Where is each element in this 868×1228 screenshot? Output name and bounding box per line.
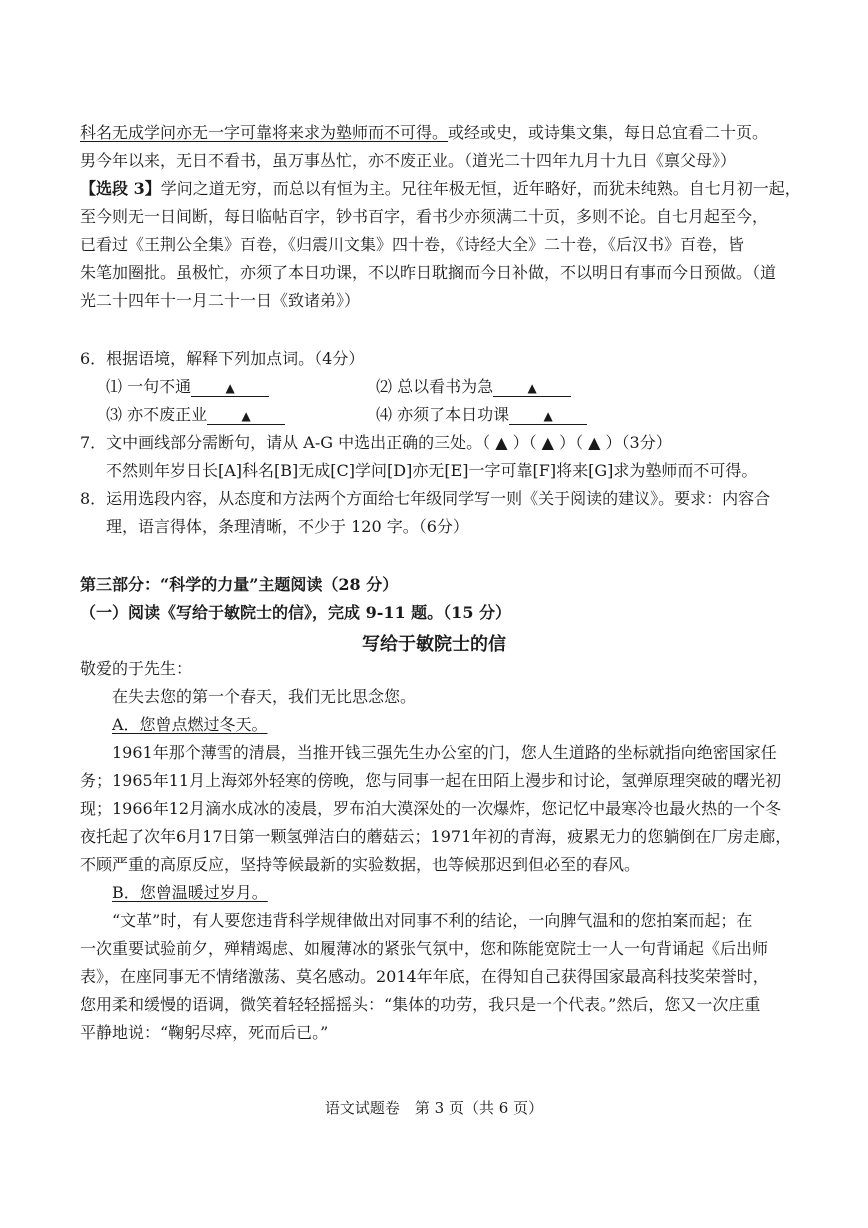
page-footer: 语文试题卷 第 3 页（共 6 页）: [324, 1099, 544, 1117]
answer-blank[interactable]: [509, 406, 587, 425]
text-segment: 或经或史，或诗集文集，每日总宜看二十页。: [448, 123, 769, 142]
section-b-text: B．您曾温暖过岁月。: [112, 883, 268, 902]
triangle-icon: ▲: [527, 381, 537, 395]
question-7: [80, 433, 672, 453]
text-line: 已看过《王荆公全集》百卷，《归震川文集》四十卷，《诗经大全》二十卷，《后汉书》百卷，皆: [80, 235, 745, 254]
section-a-text: A．您曾点燃过冬天。: [112, 715, 268, 734]
paragraph-1: 在失去您的第一个春天，我们无比思念您。: [112, 687, 417, 706]
text-line: 男今年以来，无日不看书，虽万事丛忙，亦不废正业。（道光二十四年九月十九日《禀父母》）: [80, 151, 737, 170]
answer-blank[interactable]: [191, 378, 269, 397]
section-a-heading: [112, 715, 268, 735]
q6-item-3: [106, 405, 285, 425]
text-line: [80, 123, 768, 143]
paragraph-2: 现；1966年12月滴水成冰的凌晨，罗布泊大漠深处的一次爆炸，您记忆中最寒冷也最火热的一个冬: [80, 799, 782, 818]
q6-item-label: ⑷ 亦须了本日功课: [376, 405, 510, 424]
part-3-heading: 第三部分：“科学的力量”主题阅读（28 分）: [80, 575, 399, 594]
question-8: 8．运用选段内容，从态度和方法两个方面给七年级同学写一则《关于阅读的建议》。要求：内容合: [80, 489, 771, 508]
answer-blank[interactable]: [207, 406, 285, 425]
paragraph-3: 平静地说：“鞠躬尽瘁，死而后已。”: [80, 1023, 329, 1042]
paragraph-2: 1961年那个薄雪的清晨，当推开钱三强先生办公室的门，您人生道路的坐标就指向绝密国家任: [112, 743, 777, 762]
text-line: 至今则无一日间断，每日临帖百字，钞书百字，看书少亦须满二十页，多则不论。自七月起至今，: [80, 207, 769, 226]
question-6: 6．根据语境，解释下列加点词。（4分）: [80, 349, 365, 368]
greeting: 敬爱的于先生：: [80, 659, 193, 678]
answer-blank[interactable]: [493, 378, 571, 397]
q7-answer-slots[interactable]: （ ▲ ）（ ▲ ）（ ▲ ）（3分）: [482, 433, 672, 452]
underlined-passage: 科名无成学问亦无一字可靠将来求为塾师而不可得。: [80, 123, 449, 142]
question-8-cont: 理，语言得体，条理清晰，不少于 120 字。（6分）: [106, 517, 469, 536]
q6-item-label: ⑶ 亦不废正业: [106, 405, 208, 424]
text-line: 朱笔加圈批。虽极忙，亦须了本日功课，不以昨日耽搁而今日补做，不以明日有事而今日预做。（道: [80, 263, 777, 282]
section-1-heading: （一）阅读《写给于敏院士的信》，完成 9-11 题。（15 分）: [80, 603, 512, 622]
triangle-icon: ▲: [543, 409, 553, 423]
section-b-heading: [112, 883, 268, 903]
text-line: 光二十四年十一月二十一日《致诸弟》）: [80, 291, 361, 310]
paragraph-2: 夜托起了次年6月17日第一颗氢弹洁白的蘑菇云；1971年初的青海，疲累无力的您躺倒在厂房走廊，: [80, 827, 792, 846]
text-line: [80, 179, 801, 199]
paragraph-2: 不顾严重的高原反应，坚持等候最新的实验数据，也等候那迟到但必至的春风。: [80, 855, 641, 874]
excerpt-label: 【选段 3】: [80, 179, 161, 198]
triangle-icon: ▲: [225, 381, 235, 395]
q7-sentence: 不然则年岁日长[A]科名[B]无成[C]学问[D]亦无[E]一字可靠[F]将来[G]求为塾师而不可得。: [106, 461, 758, 480]
paragraph-3: 您用柔和缓慢的语调，微笑着轻轻摇摇头：“集体的功劳，我只是一个代表。”然后，您又一次庄重: [80, 995, 761, 1014]
paragraph-3: “文革”时，有人要您违背科学规律做出对同事不利的结论，一向脾气温和的您拍案而起；在: [112, 911, 753, 930]
letter-title: 写给于敏院士的信: [362, 634, 506, 655]
paragraph-2: 务；1965年11月上海郊外轻寒的傍晚，您与同事一起在田陌上漫步和讨论，氢弹原理突破的曙光初: [80, 771, 782, 790]
paragraph-3: 一次重要试验前夕，殚精竭虑、如履薄冰的紧张气氛中，您和陈能宽院士一人一句背诵起《后出师: [80, 939, 769, 958]
triangle-icon: ▲: [241, 409, 251, 423]
q6-item-label: ⑴ 一句不通: [106, 377, 192, 396]
text-segment: 学问之道无穷，而总以有恒为主。兄往年极无恒，近年略好，而犹未纯熟。自七月初一起，: [160, 179, 801, 198]
q6-item-2: [376, 377, 571, 397]
q6-item-label: ⑵ 总以看书为急: [376, 377, 494, 396]
q7-prompt: 7．文中画线部分需断句，请从 A-G 中选出正确的三处。: [80, 433, 483, 452]
q6-item-1: [106, 377, 269, 397]
paragraph-3: 表》，在座同事无不情绪激荡、莫名感动。2014年年底，在得知自己获得国家最高科技奖荣誉时，: [80, 967, 769, 986]
q6-item-4: [376, 405, 587, 425]
